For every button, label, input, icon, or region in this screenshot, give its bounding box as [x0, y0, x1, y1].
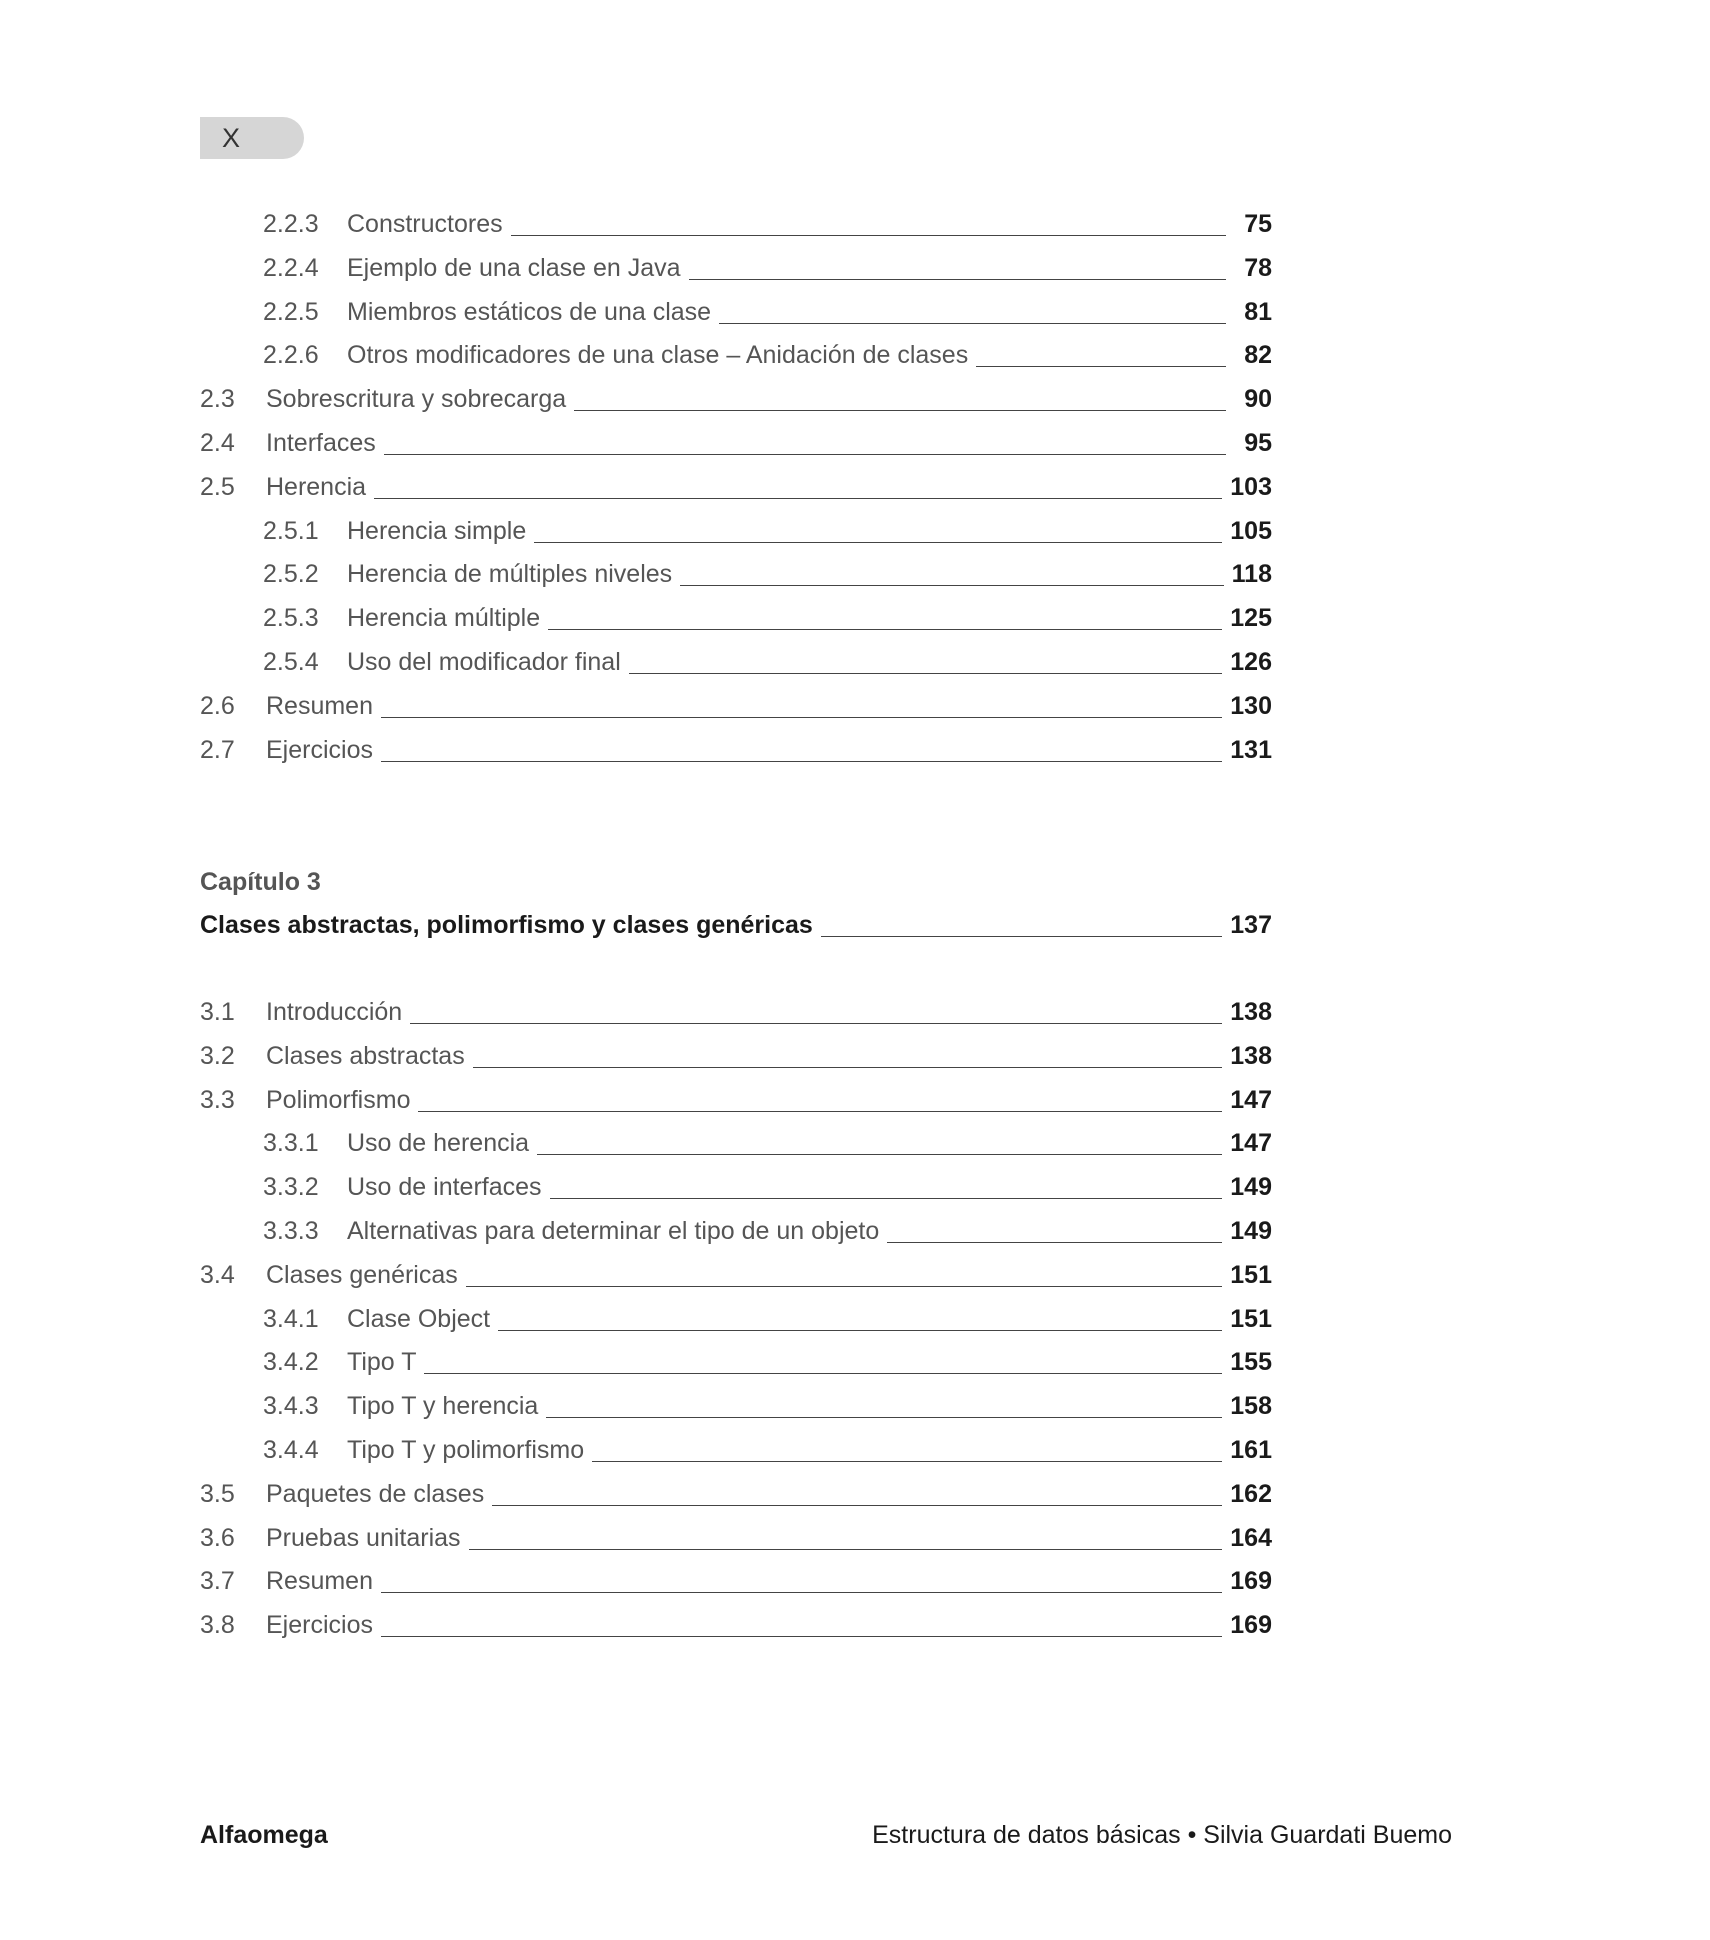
chapter-title: Clases abstractas, polimorfismo y clases genéricas	[200, 911, 813, 939]
dot-leader	[498, 1330, 1222, 1331]
toc-entry-page-number: 147	[1230, 1085, 1272, 1114]
toc-entry-title: Constructores	[347, 210, 503, 238]
toc-entry-number: 3.4	[200, 1260, 235, 1289]
toc-entry	[200, 640, 1272, 684]
toc-entry	[200, 1165, 1272, 1209]
dot-leader	[381, 717, 1222, 718]
toc-entry-title: Polimorfismo	[266, 1085, 411, 1114]
toc-entry-page-number: 81	[1244, 297, 1272, 326]
page-number: X	[222, 123, 241, 153]
toc-entry-number: 2.6	[200, 691, 235, 720]
dot-leader	[887, 1242, 1222, 1243]
toc-entry	[200, 1078, 1272, 1122]
toc-entry-number: 3.1	[200, 998, 235, 1026]
toc-entry-page-number: 149	[1230, 1173, 1272, 1202]
toc-entry-page-number: 169	[1230, 1611, 1272, 1640]
dot-leader	[976, 366, 1226, 367]
toc-entry-page-number: 131	[1230, 735, 1272, 764]
chapter-title-row	[200, 903, 1272, 947]
toc-entry-number: 2.2.5	[263, 297, 319, 326]
toc-entry-title: Ejercicios	[266, 735, 373, 764]
toc-entry	[200, 1209, 1272, 1253]
toc-entry	[200, 1603, 1272, 1647]
dot-leader	[537, 1154, 1222, 1155]
toc-entry-title: Clase Object	[347, 1304, 491, 1333]
toc-entry-title: Uso del modificador final	[347, 648, 621, 676]
toc-entry-page-number: 90	[1244, 385, 1272, 414]
toc-entry	[200, 1472, 1272, 1516]
toc-entry	[200, 290, 1272, 334]
toc-entry-number: 2.7	[200, 735, 235, 764]
toc-entry-page-number: 75	[1244, 210, 1272, 238]
toc-entry-number: 3.8	[200, 1611, 235, 1640]
toc-entry-title: Introducción	[266, 998, 403, 1026]
toc-entry-number: 3.4.1	[263, 1304, 319, 1333]
chapter-page-number: 137	[1230, 911, 1272, 939]
dot-leader	[492, 1505, 1222, 1506]
toc-entry-number: 3.5	[200, 1479, 235, 1508]
toc-entry-title: Ejemplo de una clase en Java	[347, 253, 681, 282]
toc-entry-title: Sobrescritura y sobrecarga	[266, 385, 567, 414]
dot-leader	[418, 1111, 1222, 1112]
toc-entry-title: Clases genéricas	[266, 1260, 458, 1289]
toc-entry-page-number: 103	[1230, 472, 1272, 501]
page-number-tab	[200, 117, 304, 159]
toc-entry-title: Tipo T y polimorfismo	[347, 1436, 585, 1464]
toc-entry-page-number: 105	[1230, 516, 1272, 545]
dot-leader	[534, 542, 1222, 543]
toc-entry-page-number: 164	[1230, 1523, 1272, 1552]
toc-entry-title: Herencia múltiple	[347, 604, 541, 633]
toc-entry-number: 2.5.4	[263, 648, 319, 676]
toc-entry-page-number: 95	[1244, 429, 1272, 457]
dot-leader	[719, 323, 1226, 324]
dot-leader	[384, 454, 1226, 455]
toc-entry-page-number: 78	[1244, 253, 1272, 282]
toc-entry-number: 2.5.2	[263, 560, 319, 589]
dot-leader	[374, 498, 1222, 499]
toc-entry	[200, 1034, 1272, 1078]
toc-entry-title: Alternativas para determinar el tipo de un objeto	[347, 1217, 880, 1245]
toc-entry-number: 2.5.3	[263, 604, 319, 633]
toc-entry	[200, 1297, 1272, 1341]
toc-entry-page-number: 149	[1230, 1217, 1272, 1245]
toc-entry-number: 3.3.3	[263, 1217, 319, 1245]
toc-entry-number: 3.4.3	[263, 1392, 319, 1421]
dot-leader	[424, 1373, 1222, 1374]
toc-entry	[200, 596, 1272, 640]
publisher-name: Alfaomega	[200, 1821, 328, 1849]
toc-entry-number: 3.4.4	[263, 1436, 319, 1464]
toc-entry-page-number: 151	[1230, 1260, 1272, 1289]
dot-leader	[466, 1286, 1222, 1287]
dot-leader	[680, 585, 1224, 586]
toc-entry-number: 2.3	[200, 385, 235, 414]
toc-entry-page-number: 162	[1230, 1479, 1272, 1508]
dot-leader	[410, 1023, 1222, 1024]
toc-entry	[200, 421, 1272, 465]
dot-leader	[550, 1198, 1222, 1199]
toc-entry-page-number: 126	[1230, 648, 1272, 676]
toc-entry	[200, 728, 1272, 772]
dot-leader	[592, 1461, 1222, 1462]
toc-entry-number: 3.3.1	[263, 1129, 319, 1158]
toc-entry-title: Pruebas unitarias	[266, 1523, 461, 1552]
toc-entry	[200, 684, 1272, 728]
toc-entry	[200, 202, 1272, 246]
toc-entry-number: 2.2.4	[263, 253, 319, 282]
dot-leader	[381, 1592, 1222, 1593]
toc-entry	[200, 1559, 1272, 1603]
toc-entry-page-number: 155	[1230, 1348, 1272, 1377]
toc-entry-number: 3.7	[200, 1567, 235, 1596]
toc-entry	[200, 1121, 1272, 1165]
toc-entry	[200, 377, 1272, 421]
toc-entry-number: 2.4	[200, 429, 235, 457]
toc-entry-title: Paquetes de clases	[266, 1479, 485, 1508]
toc-entry-page-number: 130	[1230, 691, 1272, 720]
toc-entry-title: Herencia simple	[347, 516, 527, 545]
toc-entry-page-number: 138	[1230, 1041, 1272, 1070]
toc-entry	[200, 1428, 1272, 1472]
toc-entry-page-number: 161	[1230, 1436, 1272, 1464]
toc-entry-number: 3.4.2	[263, 1348, 319, 1377]
toc-entry-title: Resumen	[266, 1567, 373, 1596]
toc-entry-page-number: 151	[1230, 1304, 1272, 1333]
toc-entry	[200, 552, 1272, 596]
toc-entry-page-number: 82	[1244, 341, 1272, 370]
toc-entry-number: 3.3.2	[263, 1173, 319, 1202]
toc-entry	[200, 333, 1272, 377]
toc-entry	[200, 1516, 1272, 1560]
toc-entry-number: 2.5	[200, 472, 235, 501]
toc-entry-number: 3.2	[200, 1041, 235, 1070]
dot-leader	[629, 673, 1222, 674]
dot-leader	[821, 936, 1222, 937]
toc-entry-page-number: 125	[1230, 604, 1272, 633]
toc-entry	[200, 465, 1272, 509]
toc-entry-page-number: 147	[1230, 1129, 1272, 1158]
toc-entry-title: Miembros estáticos de una clase	[347, 297, 712, 326]
toc-entry-title: Uso de herencia	[347, 1129, 530, 1158]
toc-entry-number: 2.5.1	[263, 516, 319, 545]
toc-entry-title: Otros modificadores de una clase – Anidación de clases	[347, 341, 969, 370]
dot-leader	[511, 235, 1226, 236]
chapter-label: Capítulo 3	[200, 868, 321, 896]
toc-entry-title: Tipo T	[347, 1348, 417, 1377]
toc-entry-number: 2.2.6	[263, 341, 319, 370]
toc-entry-title: Ejercicios	[266, 1611, 373, 1640]
dot-leader	[469, 1549, 1222, 1550]
toc-entry-page-number: 118	[1231, 560, 1272, 589]
toc-entry-number: 2.2.3	[263, 210, 319, 238]
toc-entry	[200, 246, 1272, 290]
toc-entry-title: Uso de interfaces	[347, 1173, 542, 1202]
toc-entry-title: Herencia	[266, 472, 367, 501]
toc-entry-title: Interfaces	[266, 429, 376, 457]
dot-leader	[546, 1417, 1222, 1418]
toc-entry	[200, 509, 1272, 553]
dot-leader	[689, 279, 1226, 280]
toc-entry-title: Herencia de múltiples niveles	[347, 560, 673, 589]
toc-entry	[200, 1340, 1272, 1384]
toc-entry-title: Tipo T y herencia	[347, 1392, 539, 1421]
toc-entry-page-number: 158	[1230, 1392, 1272, 1421]
dot-leader	[381, 761, 1222, 762]
toc-entry-title: Clases abstractas	[266, 1041, 465, 1070]
toc-entry	[200, 1384, 1272, 1428]
toc-entry-number: 3.3	[200, 1085, 235, 1114]
toc-entry-number: 3.6	[200, 1523, 235, 1552]
dot-leader	[381, 1636, 1222, 1637]
dot-leader	[574, 410, 1226, 411]
toc-entry	[200, 990, 1272, 1034]
toc-entry-title: Resumen	[266, 691, 373, 720]
dot-leader	[473, 1067, 1222, 1068]
toc-entry	[200, 1253, 1272, 1297]
dot-leader	[548, 629, 1222, 630]
toc-entry-page-number: 138	[1230, 998, 1272, 1026]
toc-entry-page-number: 169	[1230, 1567, 1272, 1596]
book-title-author: Estructura de datos básicas • Silvia Guardati Buemo	[872, 1821, 1452, 1849]
